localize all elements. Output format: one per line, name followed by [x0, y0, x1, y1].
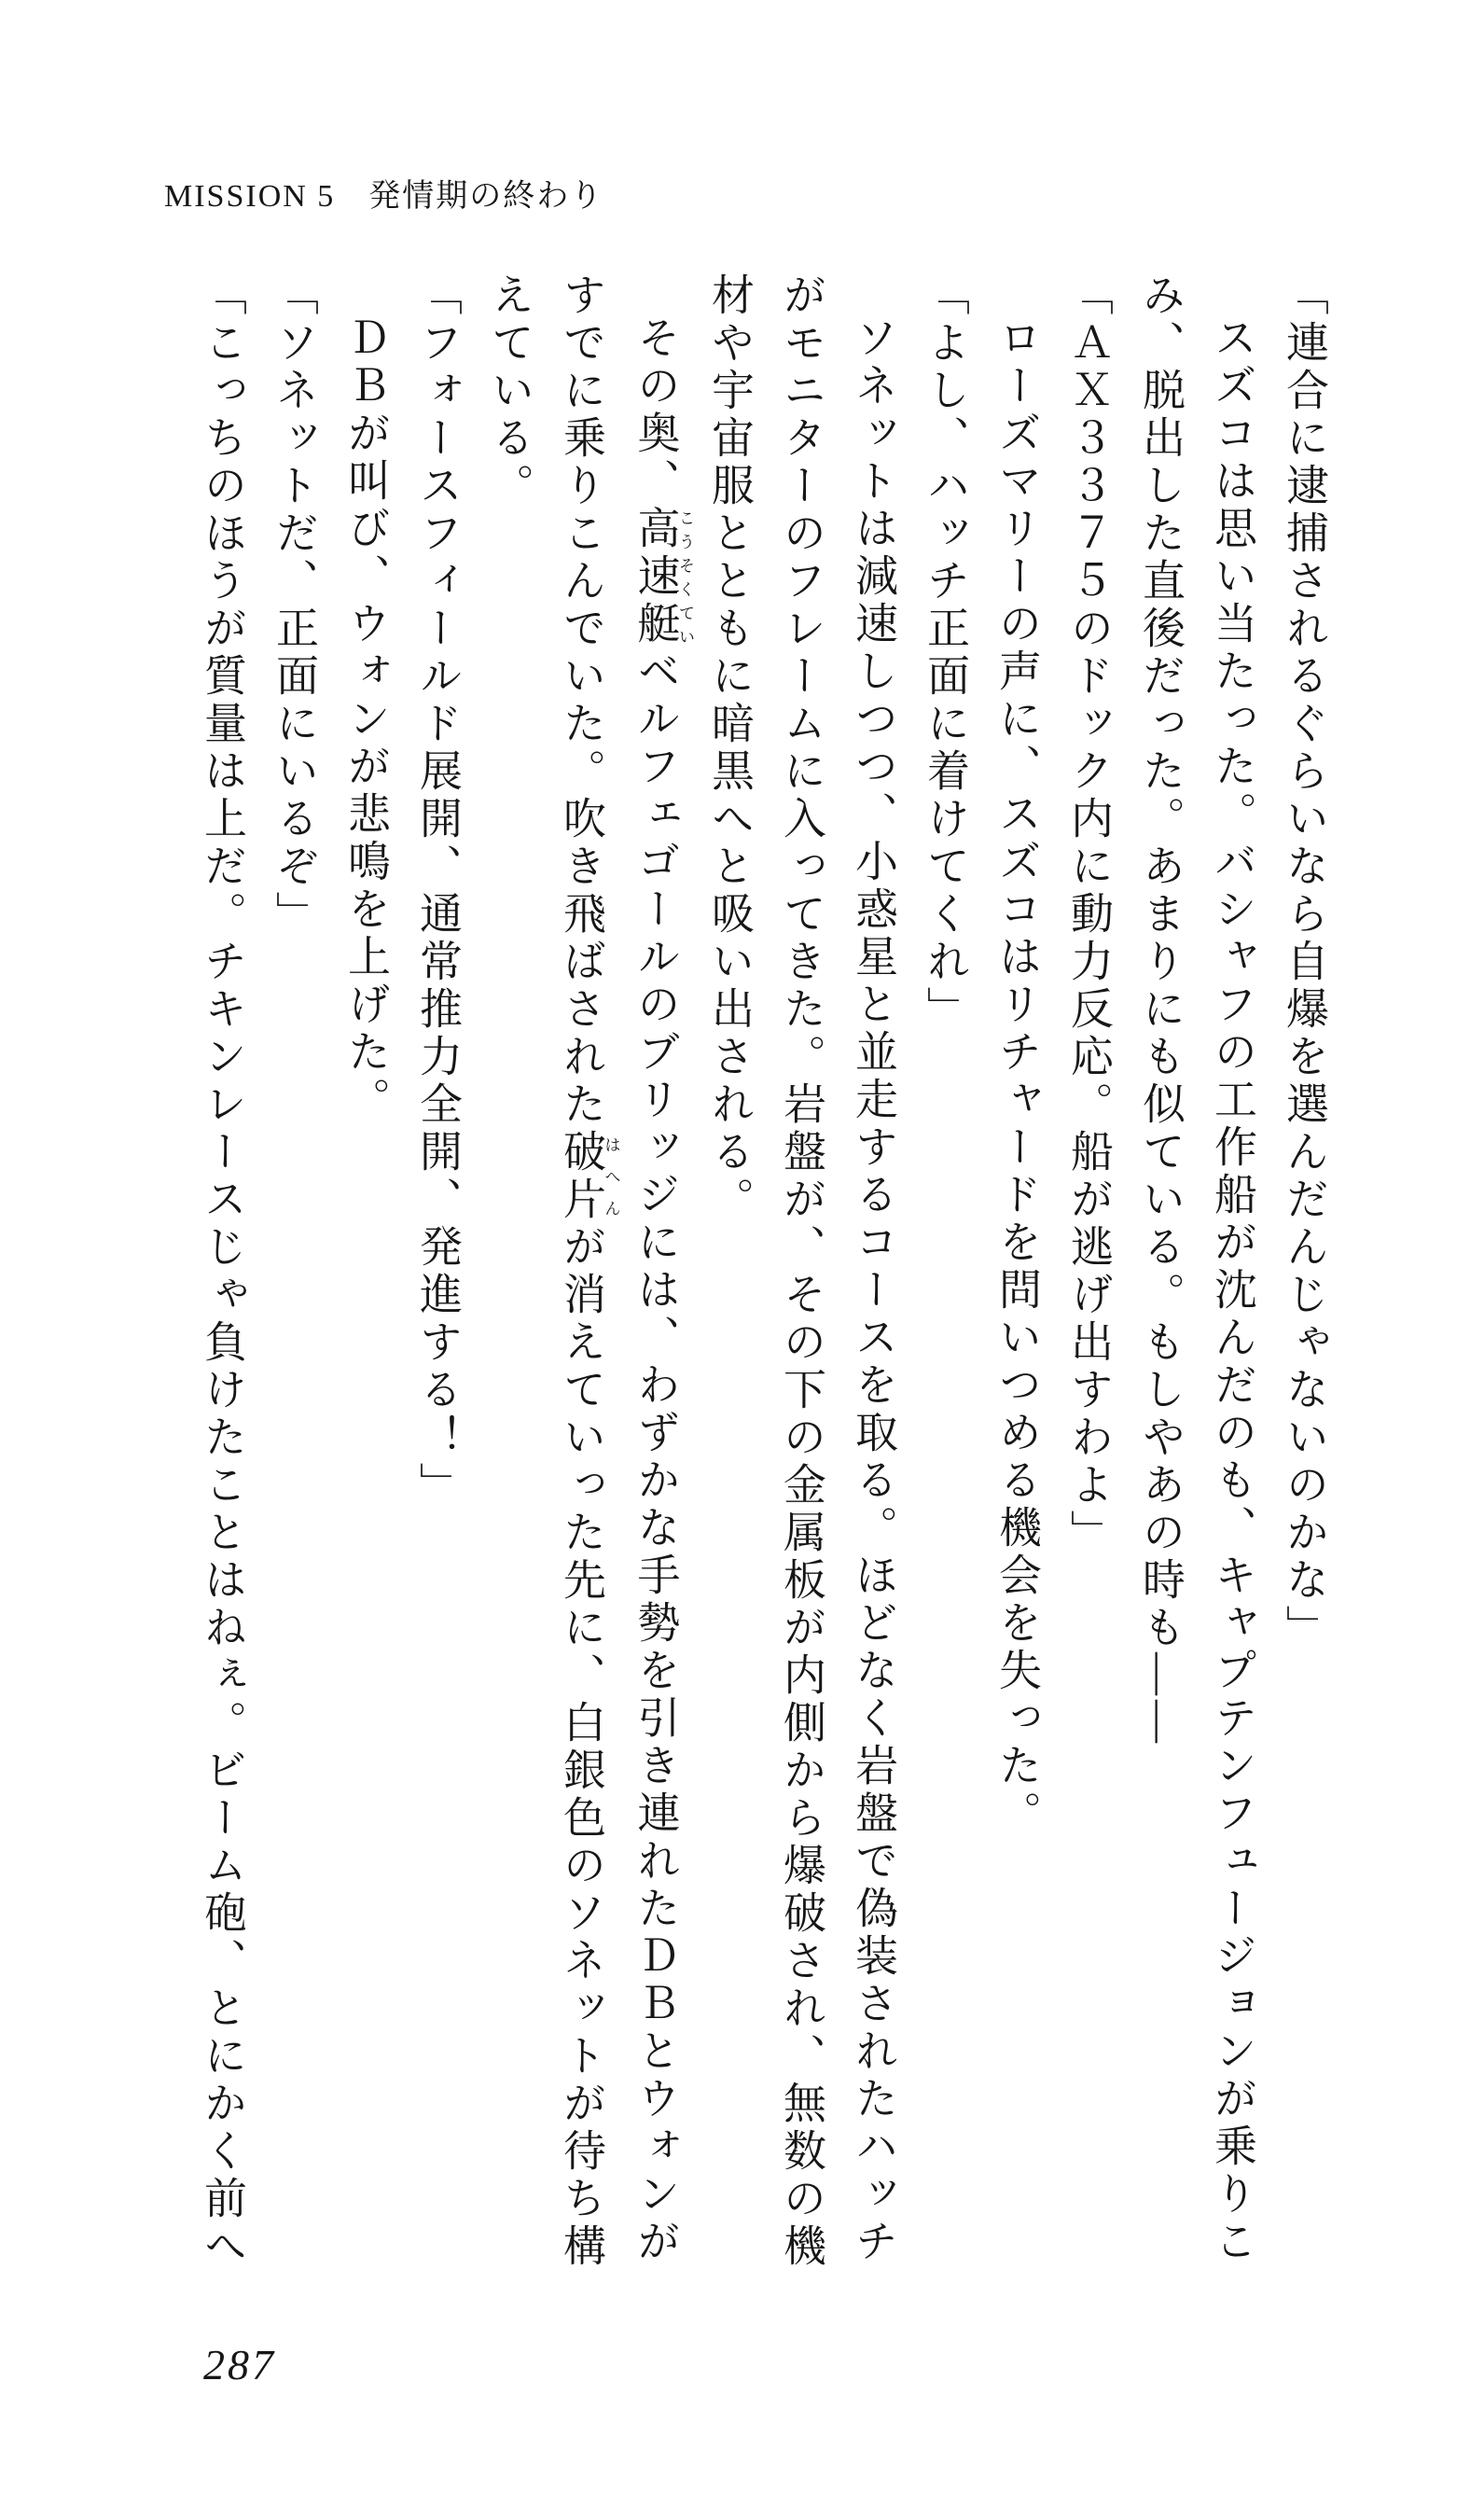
text-column: 「ソネットだ、正面にいるぞ」: [270, 272, 318, 939]
text-column: み、脱出した直後だった。あまりにも似ている。もしやあの時も――: [1137, 272, 1185, 1747]
main-text: [187, 272, 1340, 2278]
text-column: すでに乗りこんでいた。吹き飛ばされた破片はへんが消えていった先に、白銀色のソネットが待ち構: [558, 272, 621, 2271]
text-column: 「こっちのほうが質量は上だ。チキンレースじゃ負けたことはねぇ。ビーム砲、とにかく前へ: [199, 272, 246, 2271]
furigana-reading: はへん: [602, 1129, 621, 1224]
text-column: えている。: [486, 272, 534, 510]
text-column: ローズマリーの声に、スズコはリチャードを問いつめる機会を失った。: [993, 315, 1041, 1838]
furigana-term: 破片はへん: [558, 1129, 621, 1224]
chapter-header: MISSION 5 発情期の終わり: [164, 179, 604, 214]
text-column: 「ＡＸ３３７５のドック内に動力反応。船が逃げ出すわよ」: [1065, 272, 1113, 1557]
text-column: スズコは思い当たった。バシャフの工作船が沈んだのも、キャプテンフュージョンが乗りこ: [1209, 315, 1256, 2266]
text-column: 材や宇宙服とともに暗黒へと吸い出される。: [706, 272, 754, 1224]
text-column: ＤＢが叫び、ウォンが悲鳴を上げた。: [342, 315, 390, 1124]
text-column: 「よし、ハッチ正面に着けてくれ」: [922, 272, 969, 1034]
text-column: ソネットは減速しつつ、小惑星と並走するコースを取る。ほどなく岩盤で偽装されたハッチ: [850, 315, 897, 2266]
page-number: 287: [203, 2341, 276, 2388]
text-column: がモニターのフレームに入ってきた。岩盤が、その下の金属板が内側から爆破され、無数の機: [778, 272, 825, 2271]
text-column: その奥、高速艇こうそくていベルフェゴールのブリッジには、わずかな手勢を引き連れたＤＢとウォンが: [631, 315, 695, 2266]
furigana-reading: こうそくてい: [676, 506, 695, 648]
furigana-term: 高速艇こうそくてい: [631, 506, 695, 648]
text-column: 「連合に逮捕されるぐらいなら自爆を選んだんじゃないのかな」: [1281, 272, 1328, 1652]
text-column: 「フォースフィールド展開、通常推力全開、発進する！」: [414, 272, 462, 1510]
